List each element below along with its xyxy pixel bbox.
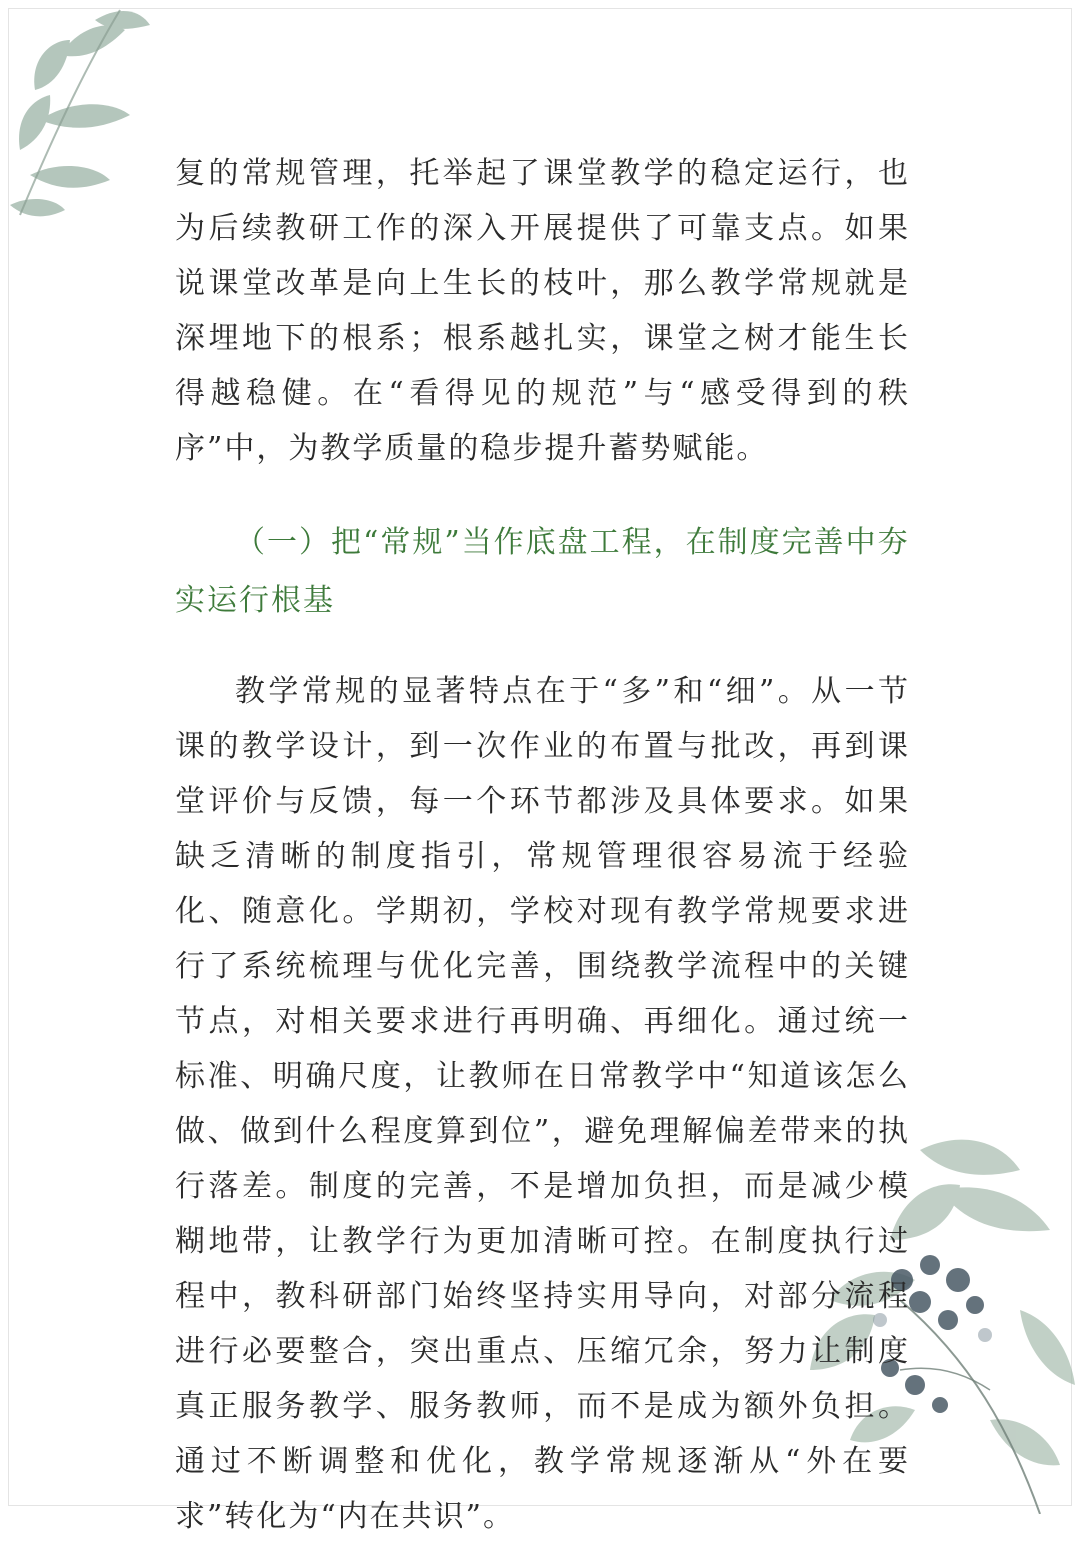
section-heading: （一）把“常规”当作底盘工程，在制度完善中夯实运行根基 [175,525,910,618]
leaf-branch-illustration [0,0,160,240]
article-body [175,146,910,1544]
paragraph-continued: 复的常规管理，托举起了课堂教学的稳定运行，也为后续教研工作的深入开展提供了可靠支点。如果说课堂改革是向上生长的枝叶，那么教学常规就是深埋地下的根系；根系越扎实，课堂之树才能生长得越稳健。在“看得见的规范”与“感受得到的秩序”中，为教学质量的稳步提升蓄势赋能。 [175,156,910,466]
paragraph-section-body: 教学常规的显著特点在于“多”和“细”。从一节课的教学设计，到一次作业的布置与批改，再到课堂评价与反馈，每一个环节都涉及具体要求。如果缺乏清晰的制度指引，常规管理很容易流于经验化、随意化。学期初，学校对现有教学常规要求进行了系统梳理与优化完善，围绕教学流程中的关键节点，对相关要求进行再明确、再细化。通过统一标准、明确尺度，让教师在日常教学中“知道该怎么做、做到什么程度算到位”，避免理解偏差带来的执行落差。制度的完善，不是增加负担，而是减少模糊地带，让教学行为更加清晰可控。在制度执行过程中，教科研部门始终坚持实用导向，对部分流程进行必要整合，突出重点、压缩冗余，努力让制度真正服务教学、服务教师，而不是成为额外负担。通过不断调整和优化，教学常规逐渐从“外在要求”转化为“内在共识”。 [175,674,910,1534]
